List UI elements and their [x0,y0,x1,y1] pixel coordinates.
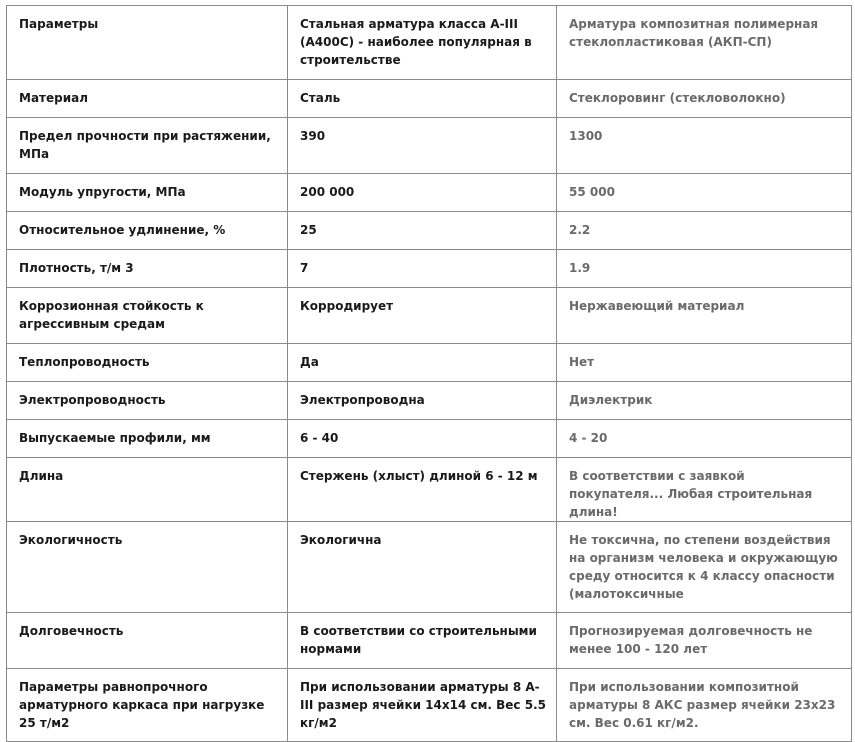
cell-param: Долговечность [7,613,288,669]
cell-param: Длина [7,458,288,522]
cell-composite: Не токсична, по степени воздействия на организм человека и окружающую среду относится к 4 классу опасности (малотоксичные [557,522,852,613]
cell-composite: Диэлектрик [557,382,852,420]
cell-steel: Корродирует [288,288,557,344]
cell-composite: 4 - 20 [557,420,852,458]
cell-composite: 55 000 [557,174,852,212]
table-header-row [7,6,852,80]
cell-param: Относительное удлинение, % [7,212,288,250]
cell-steel: Экологична [288,522,557,613]
cell-steel: Сталь [288,80,557,118]
cell-steel: 390 [288,118,557,174]
cell-composite: При использовании композитной арматуры 8 АКС размер ячейки 23х23 см. Вес 0.61 кг/м2. [557,669,852,742]
cell-composite: Прогнозируемая долговечность не менее 100 - 120 лет [557,613,852,669]
table-row [7,344,852,382]
table-row [7,250,852,288]
cell-param: Электропроводность [7,382,288,420]
cell-param: Предел прочности при растяжении, МПа [7,118,288,174]
cell-param: Экологичность [7,522,288,613]
cell-steel: Да [288,344,557,382]
cell-param: Параметры равнопрочного арматурного каркаса при нагрузке 25 т/м2 [7,669,288,742]
cell-composite: 2.2 [557,212,852,250]
cell-composite: Стеклоровинг (стекловолокно) [557,80,852,118]
table-row [7,80,852,118]
cell-param: Выпускаемые профили, мм [7,420,288,458]
cell-steel: 7 [288,250,557,288]
cell-steel: Электропроводна [288,382,557,420]
cell-param: Материал [7,80,288,118]
table-row [7,522,852,613]
table-row [7,174,852,212]
cell-composite: В соответствии с заявкой покупателя... Любая строительная длина! [557,458,852,522]
cell-steel: 25 [288,212,557,250]
cell-param: Коррозионная стойкость к агрессивным средам [7,288,288,344]
cell-steel: 200 000 [288,174,557,212]
table-row [7,613,852,669]
cell-composite: 1300 [557,118,852,174]
table-row [7,382,852,420]
table-row [7,288,852,344]
cell-steel: При использовании арматуры 8 А-III размер ячейки 14х14 см. Вес 5.5 кг/м2 [288,669,557,742]
cell-composite: Нержавеющий материал [557,288,852,344]
cell-param: Плотность, т/м 3 [7,250,288,288]
comparison-table [6,5,852,742]
cell-steel: 6 - 40 [288,420,557,458]
cell-param: Теплопроводность [7,344,288,382]
cell-steel: В соответствии со строительными нормами [288,613,557,669]
cell-steel: Стержень (хлыст) длиной 6 - 12 м [288,458,557,522]
cell-composite: Нет [557,344,852,382]
table-row [7,458,852,522]
cell-param: Модуль упругости, МПа [7,174,288,212]
header-composite: Арматура композитная полимерная стеклопластиковая (АКП-СП) [557,6,852,80]
header-steel: Стальная арматура класса А-III (А400С) - наиболее популярная в строительстве [288,6,557,80]
table-row [7,669,852,742]
table-row [7,118,852,174]
header-param: Параметры [7,6,288,80]
table-row [7,212,852,250]
cell-composite: 1.9 [557,250,852,288]
table-row [7,420,852,458]
